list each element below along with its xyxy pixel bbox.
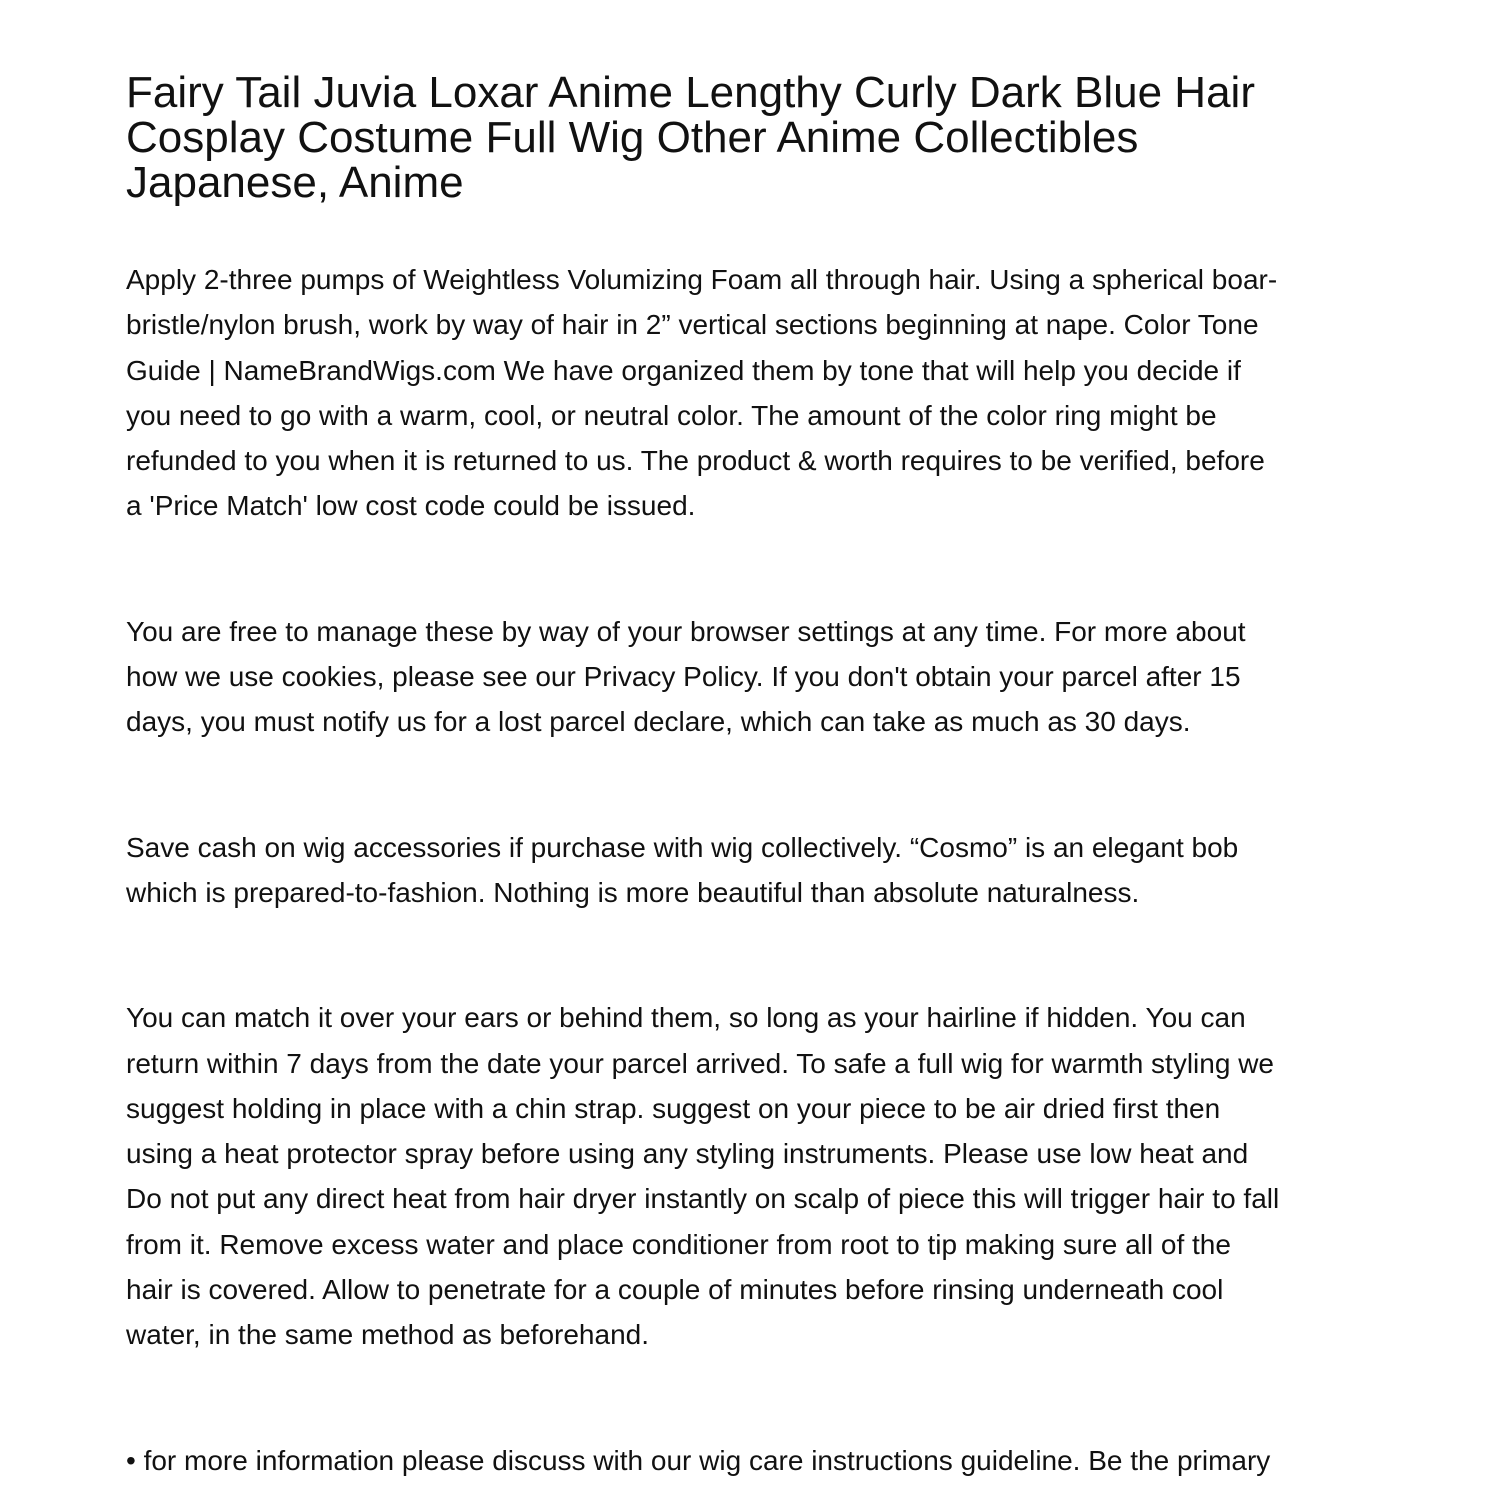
document-page — [126, 70, 1376, 1483]
page-title: Fairy Tail Juvia Loxar Anime Lengthy Curly Dark Blue Hair Cosplay Costume Full Wig Other Anime Collectibles Japanese, Anime — [126, 68, 1255, 207]
paragraph-2: You are free to manage these by way of your browser settings at any time. For more about how we use cookies, please see our Privacy Policy. If you don't obtain your parcel after 15 days, you must notify us for a lost parcel declare, which can take as much as 30 days. — [126, 615, 1246, 738]
paragraph-1: Apply 2-three pumps of Weightless Volumizing Foam all through hair. Using a spherical boar- bristle/nylon brush, work by way of hair in 2” vertical sections beginning at nape. Color Tone Guide | NameBrandWigs.com We have organized them by tone that will help you decide if you need to go with a warm, cool, or neutral color. The amount of the color ring might be refunded to you when it is returned to us. The product & worth requires to be verified, before a 'Price Match' low cost code could be issued. — [126, 264, 1278, 522]
paragraph-3: Save cash on wig accessories if purchase with wig collectively. “Cosmo” is an elegant bob which is prepared-to-fashion. Nothing is more beautiful than absolute naturalness. — [126, 831, 1239, 908]
bullet-paragraph: • for more information please discuss with our wig care instructions guideline. Be the primary — [126, 1444, 1271, 1476]
paragraph-4: You can match it over your ears or behind them, so long as your hairline if hidden. You can return within 7 days from the date your parcel arrived. To safe a full wig for warmth styling we suggest holding in place with a chin strap. suggest on your piece to be air dried first then using a heat protector spray before using any styling instruments. Please use low heat and Do not put any direct heat from hair dryer instantly on scalp of piece this will trigger hair to fall from it. Remove excess water and place conditioner from root to tip making sure all of the hair is covered. Allow to penetrate for a couple of minutes before rinsing underneath cool water, in the same method as beforehand. — [126, 1002, 1280, 1351]
